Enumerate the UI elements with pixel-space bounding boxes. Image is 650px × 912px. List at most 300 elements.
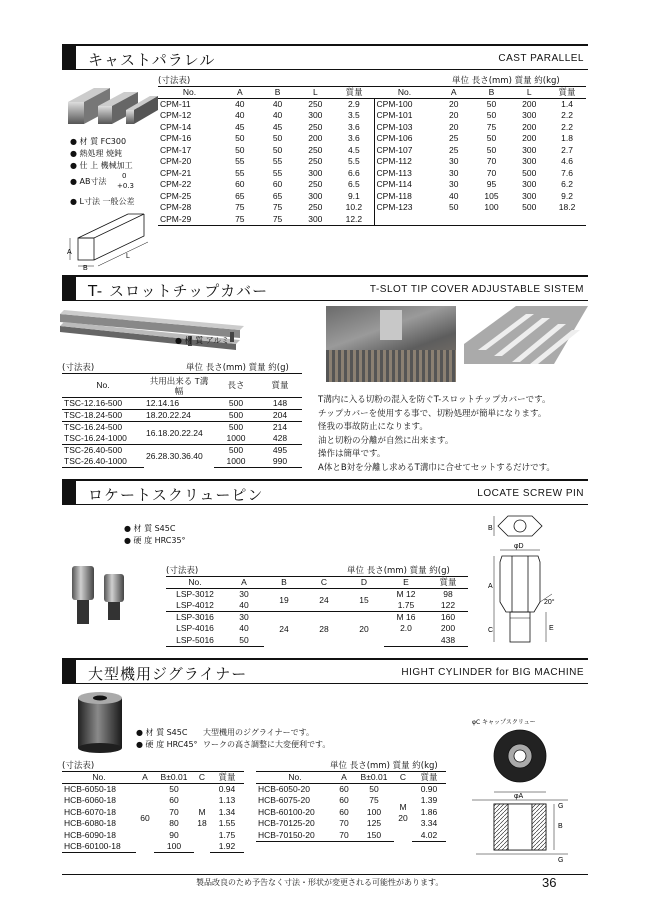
cell: 300 [308, 167, 323, 178]
locate-pin-photo [66, 560, 132, 628]
spec-material: ● 材 質 S45C [136, 728, 188, 737]
col-header: 質量 [548, 87, 586, 99]
cell: 300 [522, 144, 537, 155]
cell-line: M [399, 801, 407, 812]
cell: HCB-6070-18 [64, 806, 116, 817]
cell [374, 214, 435, 226]
cell: 24 [319, 594, 329, 605]
cell: 200 [308, 133, 323, 144]
cell: 300 [522, 110, 537, 121]
cell: 300 [522, 156, 537, 167]
cell: 105 [484, 190, 499, 201]
locate-pin-table-label: (寸法表) [166, 566, 199, 576]
locate-pin-drawing [486, 512, 576, 652]
table-row [158, 145, 586, 157]
tslot-header [62, 275, 588, 301]
col-header: B [264, 577, 304, 589]
cell: HCB-70150-20 [256, 830, 334, 842]
cast-parallel-header [62, 44, 588, 70]
cell: 40 [239, 623, 249, 634]
desc-line: チップカバーを使用する事で、切粉処理が簡単になります。 [318, 408, 547, 419]
table-row [158, 110, 586, 122]
locate-pin-title-jp: ロケートスクリューピン [88, 486, 264, 504]
spec-material: ● 材 質 FC300 [70, 137, 127, 146]
cell: CPM-118 [376, 190, 412, 201]
drawing-label-angle: 20° [544, 599, 555, 606]
cell: 250 [308, 144, 323, 155]
cell: TSC-12.16-500 [64, 398, 123, 408]
cell: 500 [522, 202, 537, 213]
table-row [158, 133, 586, 145]
cell: 50 [272, 133, 283, 144]
jig-liner-table-label: (寸法表) [62, 761, 95, 771]
table-header-row [62, 772, 244, 784]
table-row [158, 168, 586, 180]
cell-line: M [198, 807, 206, 818]
cast-parallel-unit: 単位 長さ(mm) 質量 約(kg) [452, 76, 560, 86]
cell-line: 20 [398, 812, 408, 823]
cell: 90 [169, 829, 179, 840]
cell: 70 [486, 156, 497, 167]
drawing-label-cap: φC キャップスクリュー [472, 719, 536, 726]
cell: 18.20.22.24 [146, 410, 191, 420]
cell: 150 [354, 830, 394, 842]
locate-pin-table [166, 576, 468, 647]
jig-liner-notes [203, 727, 330, 751]
machine-spindle [380, 310, 402, 340]
cell: 60 [339, 806, 349, 817]
cell: 18.2 [558, 202, 576, 213]
cell: 60 [235, 179, 245, 190]
cell: 204 [272, 410, 288, 420]
cell: 500 [522, 167, 537, 178]
cell: TSC-16.24-1000 [64, 433, 127, 443]
table-row [158, 156, 586, 168]
tslot-table-label: (寸法表) [62, 363, 95, 373]
table-row [158, 191, 586, 203]
cell: 0.90 [420, 784, 438, 794]
col-header: A [334, 772, 354, 784]
col-header: 質量 [210, 772, 244, 784]
cell [473, 214, 511, 226]
jig-liner-photo [74, 690, 126, 754]
cell: 500 [228, 398, 244, 408]
col-header: A [221, 87, 259, 99]
col-header: A [136, 772, 154, 784]
table-row [158, 214, 586, 226]
dim-l-label: L [126, 253, 130, 260]
drawing-label-g2: G [558, 857, 564, 864]
cell: CPM-123 [376, 202, 413, 213]
tslot-unit: 単位 長さ(mm) 質量 約(g) [186, 363, 289, 373]
table-row [158, 122, 586, 134]
cell: CPM-22 [160, 179, 192, 190]
cell: 30 [239, 589, 249, 599]
cell: 25 [449, 133, 459, 144]
table-row [256, 784, 446, 796]
table-header-row [166, 577, 468, 589]
table-header-row [256, 772, 446, 784]
locate-pin-unit: 単位 長さ(mm) 質量 約(g) [347, 566, 450, 576]
cell: 60 [272, 179, 283, 190]
cell: 75 [259, 214, 297, 226]
col-header: B [259, 87, 297, 99]
cell: 4.5 [334, 145, 374, 157]
cell: CPM-100 [376, 99, 413, 109]
cell: CPM-16 [160, 133, 192, 144]
cell: 214 [272, 422, 288, 432]
cell: HCB-6050-20 [258, 784, 310, 794]
cast-parallel-table-label: (寸法表) [158, 76, 191, 86]
cell: CPM-11 [160, 99, 191, 109]
cell: 2.9 [334, 99, 374, 111]
table-row [256, 795, 446, 807]
cell: 438 [428, 635, 468, 647]
desc-line: 怪我の事故防止になります。 [318, 422, 428, 432]
spec-ab: ● AB寸法 [70, 177, 107, 186]
cell: 98 [443, 589, 453, 599]
cell: 250 [308, 99, 323, 109]
cast-parallel-drawing [66, 208, 158, 270]
desc-line: A体とB対を分離し求めるT溝巾に合せてセットするだけです。 [318, 462, 555, 473]
col-header: C [194, 772, 210, 784]
cell: 50 [169, 784, 179, 794]
drawing-label-g1: G [558, 803, 564, 810]
cell: 80 [169, 818, 179, 829]
locate-pin-specs [124, 523, 186, 547]
cell: CPM-28 [160, 202, 192, 213]
cell: 1.92 [210, 841, 244, 853]
col-header: No. [166, 577, 224, 589]
spec-l: ● L寸法 一般公差 [70, 197, 135, 206]
cell: 20 [449, 110, 459, 121]
cell: CPM-112 [376, 156, 412, 167]
table-row [158, 179, 586, 191]
table-row [256, 807, 446, 819]
col-header: 質量 [258, 374, 302, 398]
cell: 40 [272, 110, 283, 121]
cell: 500 [228, 410, 244, 420]
cell: 250 [308, 121, 323, 132]
cast-parallel-table [158, 86, 586, 226]
cell: 26.28.30.36.40 [146, 450, 203, 461]
cell: 50 [235, 144, 245, 155]
cell: 6.5 [334, 179, 374, 191]
cell: 200 [522, 99, 537, 109]
cell: CPM-17 [160, 144, 192, 155]
cell: 3.34 [420, 818, 438, 829]
table-header-row [62, 374, 302, 398]
cast-parallel-photo [64, 84, 160, 128]
jig-liner-drawing [472, 716, 582, 866]
cell: 1000 [214, 456, 258, 468]
col-header: A [224, 577, 264, 589]
cell: 250 [308, 179, 323, 190]
cell: 300 [308, 190, 323, 201]
cell: 300 [522, 179, 537, 190]
table-row [62, 398, 302, 410]
page-number: 36 [542, 875, 557, 890]
cell: LSP-3016 [176, 612, 214, 622]
cell: 2.2 [561, 110, 573, 121]
spec-hardness: ● 硬 度 HRC45° [136, 740, 198, 749]
table-row [62, 422, 302, 434]
col-header: 質量 [334, 87, 374, 99]
cell: 30 [239, 612, 249, 622]
col-header: No. [374, 87, 435, 99]
header-block [62, 481, 76, 504]
cell: 55 [235, 156, 245, 167]
col-header: B [473, 87, 511, 99]
cell: 24 [279, 623, 289, 634]
cell: 60 [339, 784, 349, 794]
cell-line: 18 [197, 818, 207, 829]
cell: 30 [449, 179, 459, 190]
footer-note: 製品改良のため予告なく寸法・形状が変更される可能性があります。 [196, 878, 444, 887]
cell: 200 [522, 121, 537, 132]
cell: 148 [272, 398, 288, 408]
cell: 3.6 [334, 133, 374, 145]
cell [394, 784, 412, 842]
drawing-label-d: φD [514, 543, 524, 550]
cell: CPM-101 [376, 110, 413, 121]
cell: 50 [486, 110, 497, 121]
cell: 70 [334, 830, 354, 842]
cell: HCB-70125-20 [258, 818, 315, 829]
cell: 50 [224, 635, 264, 647]
tslot-table-photo [464, 306, 588, 364]
cell: 200 [440, 623, 456, 634]
cell: 5.5 [334, 156, 374, 168]
col-header: 質量 [412, 772, 446, 784]
cell: CPM-107 [376, 144, 413, 155]
table-row [256, 830, 446, 842]
cell: 60 [339, 795, 349, 806]
cell: 50 [235, 133, 245, 144]
cell: LSP-4016 [176, 623, 214, 634]
jig-liner-header [62, 658, 588, 684]
cell: 30 [449, 167, 459, 178]
cell: 25 [449, 144, 459, 155]
col-header: B±0.01 [354, 772, 394, 784]
cell: 4.6 [561, 156, 573, 167]
col-header: C [394, 772, 412, 784]
cell: 0.94 [218, 784, 236, 794]
cell: 30 [449, 156, 459, 167]
spec-finish: ● 仕 上 機械加工 [70, 161, 133, 170]
cell: 40 [239, 600, 249, 610]
cell: TSC-26.40-1000 [62, 456, 144, 468]
cell: 75 [221, 214, 259, 226]
cell: 75 [235, 202, 245, 213]
jig-liner-specs [136, 727, 198, 751]
cell: 1.8 [561, 133, 573, 144]
cell: HCB-6080-18 [64, 818, 116, 829]
cell: 40 [449, 190, 459, 201]
cell: 50 [486, 144, 497, 155]
cell: TSC-26.40-500 [64, 445, 123, 455]
cell: 9.1 [334, 191, 374, 203]
cell: 55 [272, 156, 283, 167]
cell: 250 [308, 202, 323, 213]
cell: 1.86 [420, 806, 438, 817]
cell: 200 [522, 133, 537, 144]
col-header: 質量 [428, 577, 468, 589]
cell: CPM-106 [376, 133, 413, 144]
cell: 122 [440, 600, 456, 610]
cell: 9.2 [561, 190, 573, 201]
locate-pin-header [62, 479, 588, 505]
cell: LSP-4012 [176, 600, 214, 610]
col-header: No. [158, 87, 221, 99]
tslot-title-en: T-SLOT TIP COVER ADJUSTABLE SISTEM [369, 284, 584, 295]
cell: 10.2 [334, 202, 374, 214]
cell: 2.7 [561, 144, 573, 155]
cell: 1.75 [397, 600, 415, 610]
cell: 160 [440, 612, 456, 622]
cell: 1.34 [218, 806, 236, 817]
jig-liner-title-jp: 大型機用ジグライナー [88, 665, 248, 683]
cell: 65 [272, 190, 283, 201]
col-header: B±0.01 [154, 772, 194, 784]
spec-ab-tol-top: 0 [122, 172, 127, 180]
cell: 40 [235, 99, 245, 109]
cell [435, 214, 473, 226]
tslot-description [318, 394, 555, 475]
cell: 65 [235, 190, 245, 201]
cell: 100 [484, 202, 499, 213]
cell: 12.2 [334, 214, 374, 226]
cell: 50 [486, 133, 497, 144]
cell: 15 [359, 594, 369, 605]
jig-liner-table-right [256, 771, 446, 842]
cell: 2.2 [561, 121, 573, 132]
spec-hardness: ● 硬 度 HRC35° [124, 536, 186, 545]
spec-heat: ● 熱処理 焼鈍 [70, 149, 123, 158]
cell: CPM-103 [376, 121, 413, 132]
cell [194, 784, 210, 853]
cast-parallel-title-en: CAST PARALLEL [498, 53, 584, 64]
cell: 3.6 [334, 122, 374, 134]
col-header: 長さ [214, 374, 258, 398]
spec-material: ● 材 質 S45C [124, 524, 176, 533]
drawing-label-b: B [558, 823, 563, 830]
cell: 1000 [226, 433, 246, 443]
cell: HCB-60100-18 [62, 841, 136, 853]
tslot-material: ● 材 質 アルミ [175, 336, 230, 345]
cell: 50 [486, 99, 497, 109]
jig-liner-unit: 単位 長さ(mm) 質量 約(kg) [330, 761, 438, 771]
machine-chips [326, 350, 456, 382]
col-header: 共用出来る T溝幅 [144, 374, 214, 398]
table-row [158, 202, 586, 214]
cell: 990 [258, 456, 302, 468]
cast-parallel-title-jp: キャストパラレル [88, 51, 216, 69]
drawing-label-e: E [549, 625, 554, 632]
cell: 125 [366, 818, 382, 829]
cell: 75 [272, 202, 283, 213]
cell: HCB-60100-20 [258, 806, 315, 817]
cell: M 16 [396, 612, 416, 622]
cell: 70 [169, 806, 179, 817]
note-line: 大型機用のジグライナーです。 [203, 728, 314, 737]
cell: 6.6 [334, 168, 374, 180]
table-row [166, 589, 468, 601]
table-row [62, 784, 244, 796]
cell: 6.2 [561, 179, 573, 190]
tslot-table [62, 373, 302, 468]
table-row [62, 445, 302, 457]
table-row [62, 410, 302, 422]
note-line: ワークの高さ調整に大変便利です。 [203, 740, 331, 749]
cell: 4.02 [412, 830, 446, 842]
cell: 45 [235, 121, 245, 132]
cell: LSP-5016 [166, 635, 224, 647]
tslot-title-jp: T- スロットチップカバー [88, 282, 269, 300]
dim-b-label: B [83, 265, 88, 270]
tslot-machine-photo [326, 306, 456, 382]
cell: 55 [272, 167, 283, 178]
header-block [62, 277, 76, 300]
dim-a-label: A [67, 249, 72, 256]
cell: 50 [449, 202, 459, 213]
cell: CPM-29 [158, 214, 221, 226]
cell: HCB-6090-18 [64, 829, 116, 840]
drawing-label-c: C [488, 627, 494, 634]
cell: 1.39 [420, 795, 438, 806]
table-row [158, 99, 586, 111]
cell: 60 [140, 812, 150, 823]
cell: CPM-114 [376, 179, 412, 190]
cell: 7.6 [561, 167, 573, 178]
cell: 40 [272, 99, 283, 109]
drawing-label-b: B [488, 525, 493, 532]
cell: 300 [522, 190, 537, 201]
cell: HCB-6060-18 [64, 795, 116, 806]
table-row [256, 818, 446, 830]
footer [62, 874, 588, 890]
cell: 45 [272, 121, 283, 132]
cell: 100 [154, 841, 194, 853]
cell: 60 [169, 795, 179, 806]
cell: 1.55 [218, 818, 236, 829]
col-header: D [344, 577, 384, 589]
cell: CPM-113 [376, 167, 412, 178]
drawing-label-a: φA [514, 793, 524, 800]
cell: 428 [272, 433, 288, 443]
col-header: E [384, 577, 428, 589]
table-header-row [158, 87, 586, 99]
locate-pin-title-en: LOCATE SCREW PIN [477, 488, 584, 499]
spec-ab-tol-bottom: +0.3 [117, 182, 134, 190]
cell: 300 [296, 214, 334, 226]
jig-liner-table-left [62, 771, 244, 853]
cell: 20 [449, 99, 459, 109]
cell: 100 [366, 806, 382, 817]
table-row [166, 612, 468, 624]
header-block [62, 46, 76, 69]
cell: TSC-16.24-500 [64, 422, 123, 432]
cell: 16.18.20.22.24 [146, 427, 203, 438]
col-header: A [435, 87, 473, 99]
cell: 19 [279, 594, 289, 605]
cell: CPM-20 [160, 156, 192, 167]
cell [548, 214, 586, 226]
cell [384, 635, 428, 647]
col-header: L [510, 87, 548, 99]
cell: 70 [339, 818, 349, 829]
cell: M 12 [396, 589, 416, 599]
